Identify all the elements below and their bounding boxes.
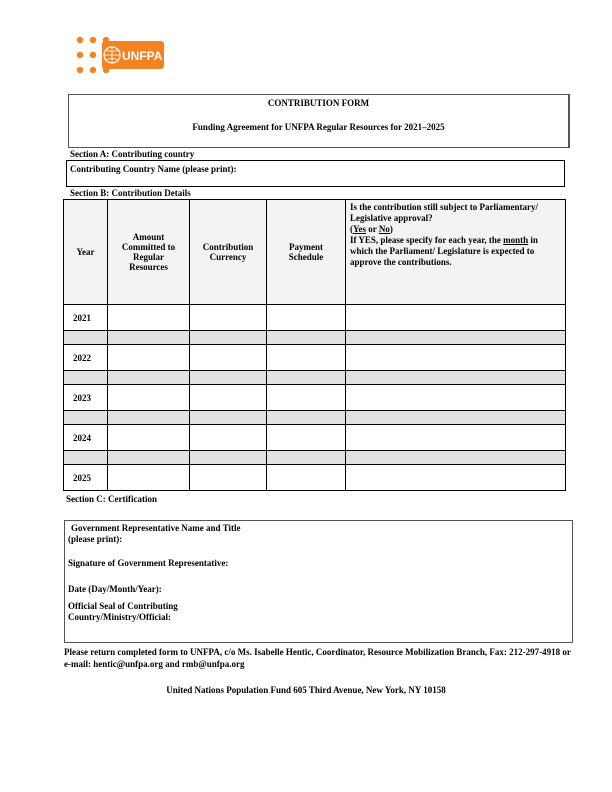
- return-instructions: Please return completed form to UNFPA, c/o Ms. Isabelle Hentic, Coordinator, Resource Mobilization Branch, Fax: 212-297-4918 or e-mail: hentic@unfpa.org and rmb@unfpa.org: [64, 647, 571, 669]
- approval-cell[interactable]: [346, 305, 566, 331]
- no-option: No: [378, 224, 390, 234]
- approval-cell[interactable]: [346, 425, 566, 451]
- col-amount: Amount Committed to Regular Resources: [108, 200, 190, 305]
- table-row-2024: [64, 425, 566, 451]
- form-subtitle: Funding Agreement for UNFPA Regular Resources for 2021–2025: [192, 122, 445, 132]
- country-name-field[interactable]: [66, 160, 565, 187]
- currency-cell[interactable]: [190, 345, 267, 371]
- col-currency: Contribution Currency: [190, 200, 267, 305]
- col-schedule: Payment Schedule: [267, 200, 346, 305]
- amount-cell[interactable]: [108, 465, 190, 491]
- currency-cell[interactable]: [190, 465, 267, 491]
- col-approval: Is the contribution still subject to Parliamentary/ Legislative approval? (Yes or No) If YES, please specify for each year, the month in which the Parliament/ Legislature is expected to approve the contributions.: [346, 200, 566, 305]
- year-cell: 2024: [64, 425, 108, 451]
- schedule-cell[interactable]: [267, 385, 346, 411]
- currency-cell[interactable]: [190, 305, 267, 331]
- approval-cell[interactable]: [346, 345, 566, 371]
- footer-address: United Nations Population Fund 605 Third Avenue, New York, NY 10158: [166, 685, 446, 695]
- section-c-heading: Section C: Certification: [66, 494, 157, 504]
- section-b-heading: Section B: Contribution Details: [70, 188, 191, 198]
- approval-cell[interactable]: [346, 385, 566, 411]
- col-year: Year: [64, 200, 108, 305]
- form-header: [68, 94, 570, 148]
- amount-cell[interactable]: [108, 305, 190, 331]
- amount-cell[interactable]: [108, 425, 190, 451]
- year-cell: 2022: [64, 345, 108, 371]
- table-row-2022: [64, 345, 566, 371]
- spacer-row: [64, 411, 566, 425]
- amount-cell[interactable]: [108, 385, 190, 411]
- date-label[interactable]: Date (Day/Month/Year):: [68, 584, 162, 594]
- table-header-row: [64, 200, 566, 305]
- table-row-2025: [64, 465, 566, 491]
- spacer-row: [64, 451, 566, 465]
- spacer-row: [64, 331, 566, 345]
- spacer-row: [64, 371, 566, 385]
- signature-label[interactable]: Signature of Government Representative:: [68, 558, 229, 568]
- year-cell: 2025: [64, 465, 108, 491]
- year-cell: 2023: [64, 385, 108, 411]
- form-title: CONTRIBUTION FORM: [267, 98, 370, 108]
- contribution-details-table: [63, 199, 566, 491]
- schedule-cell[interactable]: [267, 305, 346, 331]
- seal-label[interactable]: Official Seal of Contributing Country/Ministry/Official:: [68, 601, 178, 622]
- logo-text: UNFPA: [122, 49, 163, 63]
- amount-cell[interactable]: [108, 345, 190, 371]
- country-name-label: Contributing Country Name (please print):: [70, 164, 237, 174]
- schedule-cell[interactable]: [267, 465, 346, 491]
- yes-option: Yes: [353, 224, 366, 234]
- rep-name-label[interactable]: Government Representative Name and Title (please print):: [68, 523, 241, 544]
- year-cell: 2021: [64, 305, 108, 331]
- section-a-heading: Section A: Contributing country: [70, 149, 195, 159]
- schedule-cell[interactable]: [267, 345, 346, 371]
- approval-cell[interactable]: [346, 465, 566, 491]
- table-row-2021: [64, 305, 566, 331]
- table-row-2023: [64, 385, 566, 411]
- schedule-cell[interactable]: [267, 425, 346, 451]
- currency-cell[interactable]: [190, 385, 267, 411]
- currency-cell[interactable]: [190, 425, 267, 451]
- unfpa-logo: [73, 36, 165, 76]
